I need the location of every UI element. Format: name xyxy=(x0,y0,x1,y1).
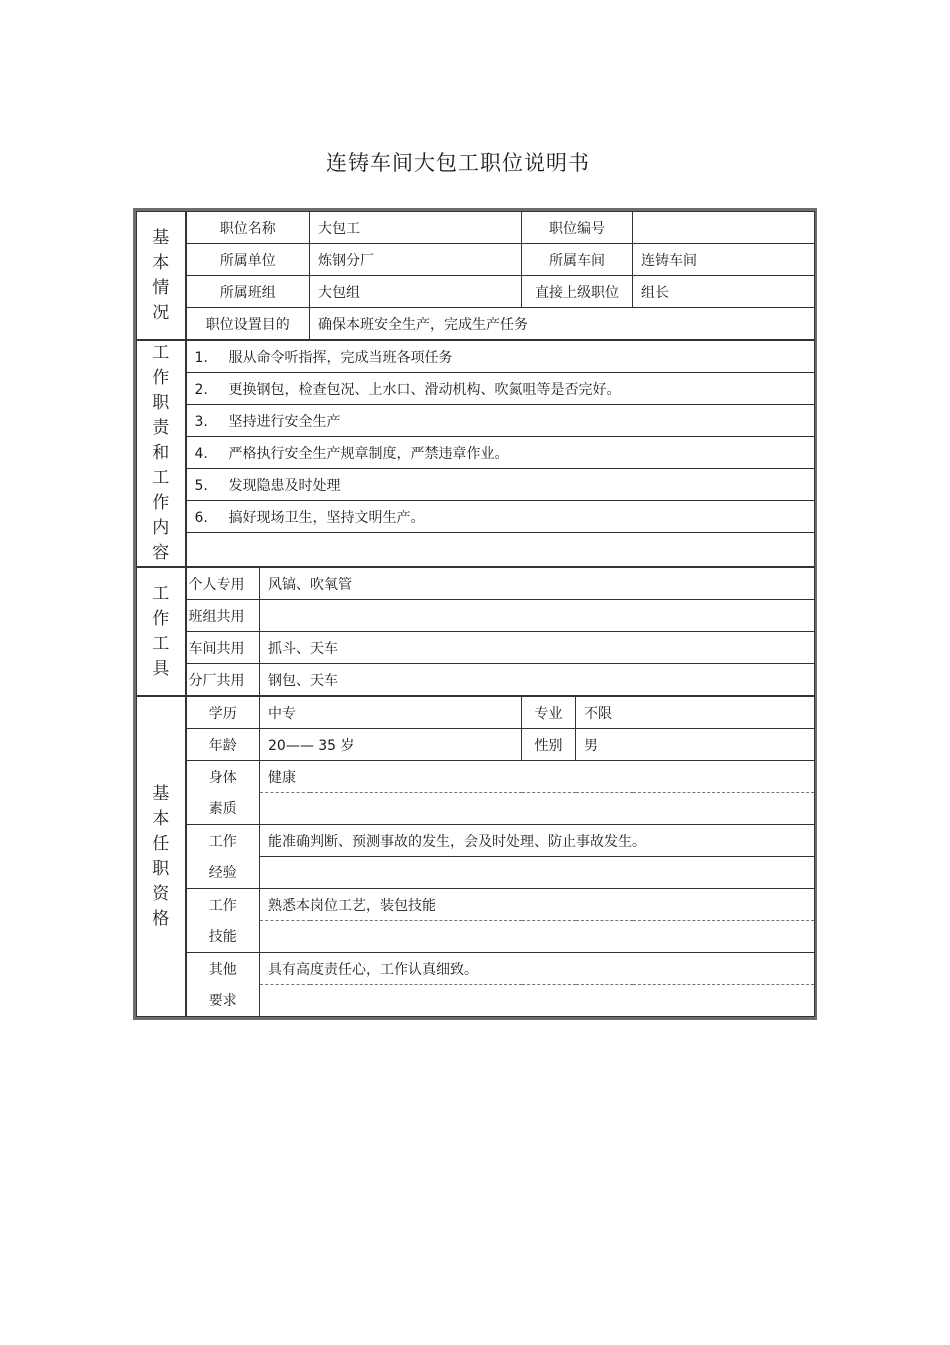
superior-value: 组长 xyxy=(633,276,815,308)
health-label-line1: 身体 xyxy=(186,761,260,793)
workshop-value: 连铸车间 xyxy=(633,244,815,276)
health-value-cont xyxy=(260,793,815,825)
major-label: 专业 xyxy=(522,696,576,729)
tool-value xyxy=(260,600,815,632)
skills-label-line1: 工作 xyxy=(186,889,260,921)
other-value-cont xyxy=(260,985,815,1017)
duty-number: 1. xyxy=(194,349,208,366)
section-qualifications xyxy=(137,696,186,1017)
duty-item-empty xyxy=(186,533,815,568)
gender-value: 男 xyxy=(576,729,815,761)
experience-label-line2: 经验 xyxy=(186,857,260,889)
section-tools-label: 工 作 工 具 xyxy=(152,583,170,679)
section-qualifications-label: 基 本 任 职 资 格 xyxy=(152,783,170,929)
education-value: 中专 xyxy=(260,696,522,729)
age-value: 20—— 35 岁 xyxy=(260,729,522,761)
tool-value: 钢包、天车 xyxy=(260,664,815,697)
job-code-label: 职位编号 xyxy=(522,212,633,244)
job-name-label: 职位名称 xyxy=(186,212,310,244)
duty-number: 5. xyxy=(194,477,208,494)
skills-value: 熟悉本岗位工艺，装包技能 xyxy=(260,889,815,921)
duty-text: 搞好现场卫生，坚持文明生产。 xyxy=(228,509,425,526)
duty-text: 更换钢包，检查包况、上水口、滑动机构、吹氮咀等是否完好。 xyxy=(228,381,621,398)
duty-number: 4. xyxy=(194,445,208,462)
purpose-label: 职位设置目的 xyxy=(186,308,310,341)
health-label-line2: 素质 xyxy=(186,793,260,825)
age-label: 年龄 xyxy=(186,729,260,761)
workshop-label: 所属车间 xyxy=(522,244,633,276)
section-duties-label: 工 作 职 责 和 工 作 内 容 xyxy=(152,343,170,563)
other-value: 具有高度责任心，工作认真细致。 xyxy=(260,953,815,985)
section-basic-info xyxy=(137,212,186,341)
section-tools xyxy=(137,567,186,696)
duty-text: 发现隐患及时处理 xyxy=(228,477,341,494)
duty-item xyxy=(186,501,815,533)
major-value: 不限 xyxy=(576,696,815,729)
duty-item xyxy=(186,469,815,501)
duty-text: 服从命令听指挥，完成当班各项任务 xyxy=(228,349,453,366)
health-value: 健康 xyxy=(260,761,815,793)
experience-value: 能准确判断、预测事故的发生，会及时处理、防止事故发生。 xyxy=(260,825,815,857)
superior-label: 直接上级职位 xyxy=(522,276,633,308)
purpose-value: 确保本班安全生产，完成生产任务 xyxy=(310,308,815,341)
section-duties xyxy=(137,340,186,567)
experience-value-cont xyxy=(260,857,815,889)
team-label: 所属班组 xyxy=(186,276,310,308)
duty-item xyxy=(186,340,815,373)
unit-value: 炼钢分厂 xyxy=(310,244,522,276)
duty-item xyxy=(186,373,815,405)
team-value: 大包组 xyxy=(310,276,522,308)
section-basic-info-label: 基 本 情 况 xyxy=(152,227,170,323)
duty-item xyxy=(186,405,815,437)
experience-label-line1: 工作 xyxy=(186,825,260,857)
job-description-table xyxy=(136,211,815,1017)
duty-item xyxy=(186,437,815,469)
tool-label: 班组共用 xyxy=(186,600,260,632)
education-label: 学历 xyxy=(186,696,260,729)
other-label-line1: 其他 xyxy=(186,953,260,985)
tool-label: 车间共用 xyxy=(186,632,260,664)
tool-label: 个人专用 xyxy=(186,567,260,600)
unit-label: 所属单位 xyxy=(186,244,310,276)
skills-value-cont xyxy=(260,921,815,953)
tool-value: 风镐、吹氧管 xyxy=(260,567,815,600)
duty-number: 6. xyxy=(194,509,208,526)
page-title: 连铸车间大包工职位说明书 xyxy=(326,151,590,175)
job-code-value xyxy=(633,212,815,244)
gender-label: 性别 xyxy=(522,729,576,761)
tool-label: 分厂共用 xyxy=(186,664,260,697)
other-label-line2: 要求 xyxy=(186,985,260,1017)
duty-text: 严格执行安全生产规章制度，严禁违章作业。 xyxy=(228,445,509,462)
duty-number: 3. xyxy=(194,413,208,430)
duty-number: 2. xyxy=(194,381,208,398)
skills-label-line2: 技能 xyxy=(186,921,260,953)
job-name-value: 大包工 xyxy=(310,212,522,244)
duty-text: 坚持进行安全生产 xyxy=(228,413,341,430)
tool-value: 抓斗、天车 xyxy=(260,632,815,664)
